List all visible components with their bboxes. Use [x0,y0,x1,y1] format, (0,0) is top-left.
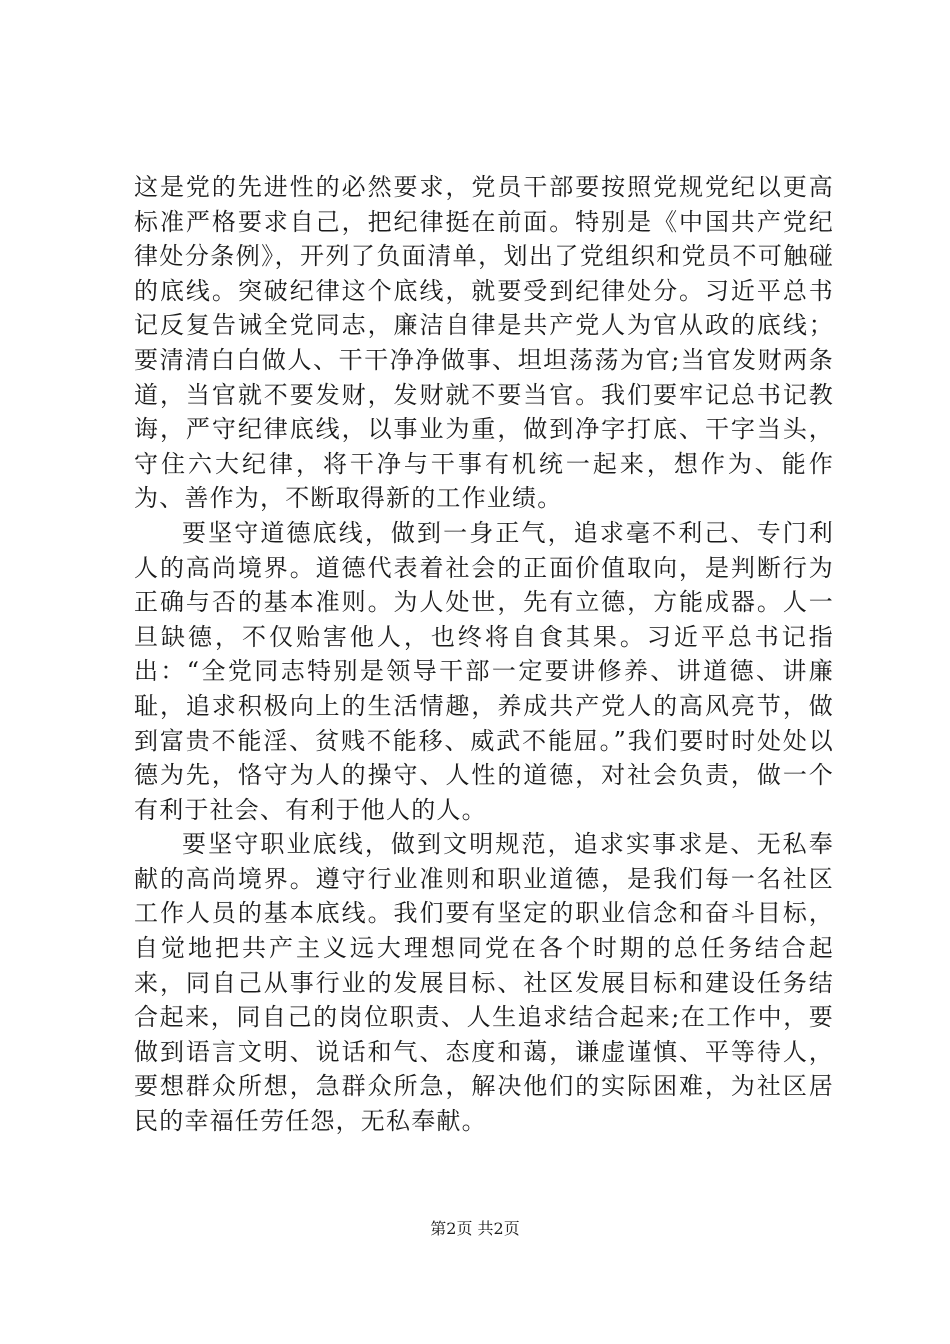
paragraph-professional-bottom-line: 要坚守职业底线，做到文明规范，追求实事求是、无私奉献的高尚境界。遵守行业准则和职业道德，是我们每一名社区工作人员的基本底线。我们要有坚定的职业信念和奋斗目标，自觉地把共产主义远大理想同党在各个时期的总任务结合起来，同自己从事行业的发展目标、社区发展目标和建设任务结合起来，同自己的岗位职责、人生追求结合起来;在工作中，要做到语言文明、说话和气、态度和蔼，谦虚谨慎、平等待人，要想群众所想，急群众所急，解决他们的实际困难，为社区居民的幸福任劳任怨，无私奉献。 [134,830,834,1136]
document-body [134,170,834,1139]
paragraph-discipline-continued: 这是党的先进性的必然要求，党员干部要按照党规党纪以更高标准严格要求自己，把纪律挺在前面。特别是《中国共产党纪律处分条例》，开列了负面清单，划出了党组织和党员不可触碰的底线。突破纪律这个底线，就要受到纪律处分。习近平总书记反复告诫全党同志，廉洁自律是共产党人为官从政的底线；要清清白白做人、干干净净做事、坦坦荡荡为官;当官发财两条道，当官就不要发财，发财就不要当官。我们要牢记总书记教诲，严守纪律底线，以事业为重，做到净字打底、干字当头，守住六大纪律，将干净与干事有机统一起来，想作为、能作为、善作为，不断取得新的工作业绩。 [134,173,834,513]
page-footer [0,1216,950,1239]
page-number: 第2页 共2页 [430,1219,520,1238]
paragraph-moral-bottom-line: 要坚守道德底线，做到一身正气，追求毫不利己、专门利人的高尚境界。道德代表着社会的正面价值取向，是判断行为正确与否的基本准则。为人处世，先有立德，方能成器。人一旦缺德，不仅贻害他人，也终将自食其果。习近平总书记指出：“全党同志特别是领导干部一定要讲修养、讲道德、讲廉耻，追求积极向上的生活情趣，养成共产党人的高风亮节，做到富贵不能淫、贫贱不能移、威武不能屈。”我们要时时处处以德为先，恪守为人的操守、人性的道德，对社会负责，做一个有利于社会、有利于他人的人。 [134,518,834,824]
